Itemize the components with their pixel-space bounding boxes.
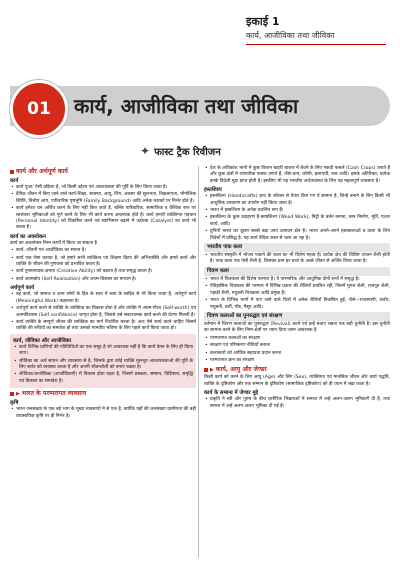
list-item: • संरक्षण एवं परिष्करण नीतियाँ बनाना [204, 343, 390, 349]
unit-subtitle: कार्य, आजीविका तथा जीविका [246, 31, 335, 40]
section-heading: ▶ कार्य, आयु और जेण्डर [204, 366, 390, 374]
subheading: कृषि [10, 400, 19, 407]
unit-rule [246, 44, 386, 45]
list-item: • कार्य विभिन्न प्राणियों की गतिविधियों का एक समूह है जो आवश्यक नहीं है कि कार्य वेतन के लिए ही किया जाए। [13, 345, 193, 358]
list-item: • कार्य आत्मबोध (Self Realisation) और आत्म-विकास का माध्यम है। [10, 277, 196, 283]
subheading: कार्य, जीविका और आजीविका [13, 337, 71, 344]
list-item: • कलाकारों को आर्थिक सहायता प्रदान करना [204, 351, 390, 357]
list-item: • भारत में हस्तशिल्प के अनेक प्रचलित रूप हैं। [204, 208, 390, 214]
right-column [204, 166, 390, 411]
list-item: • दुनियाँ भारत का दूसरा सबसे बड़ा आय उत्पादन क्षेत्र है। भारत अपने-अपने हस्तकलाओं व कला के लिए विदेशों में प्रसिद्ध है, यह कार्य वैदिक काल से चला आ रहा है। [204, 229, 390, 242]
gray-heading: भारतीय पाक कला [204, 243, 390, 252]
list-item: • कार्य पुनरुत्पादक क्षमता (Creative Ability) को बढ़ाता है तथा समृद्ध करता है। [10, 269, 196, 275]
list-item: • जीविका का अर्थ साधन और व्यवसाय से है, जिसके द्वारा कोई व्यक्ति मूलभूत आवश्यकताओं की पूर्ति के लिए सर्वत्र को व्यवस्था करता है और अपनी जीवनशैली को बनाए रखता है। [13, 359, 193, 372]
section-heading: कार्य और अर्थपूर्ण कार्य [10, 168, 196, 176]
chapter-number: 01 [10, 80, 68, 138]
list-item: • हस्तशिल्प (Handicrafts) हाथ के कौशल से तैयार किए गए वे सामान हैं, जिन्हें बनाने के लिए किसी भी आधुनिक उपकरण का उपयोग नहीं किया जाता है। [204, 194, 390, 207]
bolt-icon: ✦ [140, 144, 151, 158]
paragraph: किसी कार्य को करने के लिए आयु (Age) और लिंग (Sex), व्यक्तिगत एवं मानसिक जीवन और कार्य पद्धति, व्यक्ति के दृष्टिकोण और एक सम्मान के दृष्टिकोण (सामाजिक दृष्टिकोण) को ही ध्यान में रखा जाता है। [204, 375, 390, 387]
list-item: • प्रकृति ने स्त्री और पुरुष के बीच शारीरिक भिन्नताओं में समाज में उन्हें अलग-अलग भूमिकाएँ दी हैं, तथा समाज में उन्हें अलग-अलग भूमिका दी गई हैं। [204, 397, 390, 410]
list-item: • ऐतिहासिक चित्रकला की परम्परा में विभिन्न प्रकार की शैलियाँ प्रचलित रहीं, जिनमें मुगल शैली, राजपूत शैली, पहाड़ी शैली, मधुबनी चित्रकला आदि प्रमुख हैं। [204, 284, 390, 297]
list-item: • कार्य एक ऐसा कारक है, जो हमारे सभी व्यक्तित्व एवं शिक्षण क्रिया की अभिव्यक्ति और हमारे कार्य और व्यक्ति के जीवन की गुणवत्ता को प्रभावित करता है। [10, 256, 196, 269]
subheading: कार्य के सम्बन्ध में जेण्डर मुद्दे [204, 390, 259, 397]
list-item: • कार्य हमेशा धन अर्जित करने के लिए नहीं किए जाते हैं, बल्कि पारिवारिक, सामाजिक व वैश्विक स्तर पर स्वत्तंत्रता भूमिकाओं को पूर्ण करने के लिए भी कार्य करना आवश्यक होते हैं। कार्य हमारी व्यक्तिगत पहचान (Personal Identity) को विकसित करने एवं स्वाभिमान बढ़ाने में उत्प्रेरक (Catalyst) का कार्य भी करता है। [10, 206, 196, 232]
unit-title: इकाई 1 [246, 15, 280, 28]
square-marker-icon [204, 368, 208, 372]
list-item: • परम्परागत ज्ञान का संरक्षण [204, 358, 390, 364]
gray-heading: चित्रण कला [204, 267, 390, 276]
column-divider [198, 166, 199, 558]
list-item: • देश के अधिकांश भागों में कुछ विशान बाहरी बाजार में बेचने के लिए नकदी फसलें (Cash Crops) उगाते हैं और कुछ क्षेत्रों में व्यापारिक फसल उगाते हैं, जैसे-चाय, कॉफी, इलायची, रबर आदि। इसके अतिरिक्त, प्रत्येक इनके विदेशी मुद्रा प्राप्त होती है। इसलिए भी यह भारतीय अर्थव्यवस्था के लिए यह महत्वपूर्ण व्यवसाय है। [204, 166, 390, 185]
gray-heading: चित्रण कलाओं का पुनरुद्धार एवं संरक्षण [204, 312, 390, 321]
list-item: • वह कार्य, जो समाज व अन्य लोगों के हित के साथ में स्वयं के स्वहित से भी किया जाता है, अर्थपूर्ण कार्य (Meaningful Work) कहलाता है। [10, 292, 196, 305]
subheading: कार्य का अवलोकन [10, 233, 46, 240]
fast-track-label: फास्ट ट्रैक रिवीजन [154, 147, 221, 158]
subheading: हस्तशिल्प [204, 187, 222, 194]
list-item: • भारत जनसंख्या के एक बड़े भाग के मुख्य व्यवसायों में से एक है, क्योंकि यहाँ की जनसंख्या ग्रामीणता की बड़ी व्यवसायिक कृषि पर ही निर्भर है। [10, 407, 196, 420]
paragraph: वर्तमान में चित्रण कलाओं का पुनरुद्धार (Revival) करने एवं इन्हें बचाए रखना एक बड़ी चुनौती है। इस चुनौती का सामना करने के लिए निम्न क्षेत्रों पर ध्यान दिया जाना आवश्यक है [204, 321, 390, 334]
unit-header [246, 14, 386, 45]
list-item: • अर्थपूर्ण कार्य करने से व्यक्ति के व्यक्तित्व का विकास होता है और व्यक्ति में आत्म-गौरव (Self-worth) एवं आत्मविश्वास (Self confidence) जागृत होता है, जिससे उसे सकारात्मक कार्य करने की प्रेरणा मिलती है। [10, 306, 196, 319]
chapter-title: कार्य, आजीविका तथा जीविका [74, 94, 299, 118]
square-marker-icon [10, 392, 14, 396]
list-item: • भारत में चित्रकला की विशेष परम्परा है। ये पारम्परिक और आधुनिक दोनों रूपों में समृद्ध है। [204, 277, 390, 283]
list-item: • जीविका/आजीविका (आजीविकाएँ) में विकास होता रहता है, जिसमें प्रसन्नता, सम्मान, विशिष्टता, समृद्धि एवं विकास का समावेश है। [13, 372, 193, 385]
highlight-box [10, 334, 196, 388]
list-item: • हस्तशिल्प के कुछ उदाहरण हैं-काष्ठशिल्प (Wood Work), मिट्टी के बर्तन बनाना, वस्त्र निर्माण, मूर्ति, पत्थर कार्य, आदि। [204, 215, 390, 228]
triangle-marker-icon: ▶ [16, 391, 20, 398]
list-item: • भारतीय संस्कृति में भोजन पकाने की कला का भी विशेष महत्व है। प्रत्येक क्षेत्र की विशिष्ट व्यंजन शैली होती है। पाक कला एक ऐसी शैली है, जिसका ज्ञान हर बच्चे के अच्छे जीवन से अर्जित किया जाता है। [204, 253, 390, 266]
list-item: • दैनिक जीवन में किए जाने वाले कार्य-शिक्षा, स्वास्थ्य, आयु, लिंग, अवसर की सुलभता, विकलांगता, भौगोलिक स्थिति, वित्तीय आय, पारिवारिक पृष्ठभूमि (Family Background) आदि अनेक कारकों पर निर्भर होते हैं। [10, 192, 196, 205]
list-item: • भारत के विभिन्न भागों में पाए जाने वाले चित्रों में अनेक शैलियाँ विकसित हुईं, जैसे—राजस्थानी, तंजौर, मधुबनी, वर्ली, गोंड, मैसूर आदि। [204, 298, 390, 311]
section-heading: ▶ भारत के परम्परागत व्यवसाय [10, 390, 196, 398]
triangle-marker-icon: ▶ [210, 367, 214, 374]
square-marker-icon [10, 170, 14, 174]
fast-track-heading [140, 144, 221, 158]
list-item: • कार्य व्यक्ति के सम्पूर्ण जीवन की व्यक्तिक का मार्ग निर्धारित करता है। अतः ऐसे कार्य करने चाहिए जिसमें व्यक्ति की रुचियों का समावेश हो तथा उसको मानवीय भविष्य के लिए पहले कार्य किया जाता हो। [10, 320, 196, 333]
left-column [10, 166, 196, 421]
list-item: • परम्परागत कलाओं का संरक्षण [204, 336, 390, 342]
paragraph: कार्य का अवलोकन निम्न कार्यों में किया जा सकता है [10, 240, 97, 246]
list-item: • कार्य पूजा: ऐसी प्रक्रिया है, जो किसी उद्देश्य एवं आवश्यकता की पूर्ति के लिए किया जाता है। [10, 185, 196, 191]
list-item: • कार्य, जीवनी एवं आजीविका का साधन है। [10, 248, 196, 254]
subheading: अर्थपूर्ण कार्य [10, 285, 35, 292]
subheading: कार्य [10, 178, 19, 184]
